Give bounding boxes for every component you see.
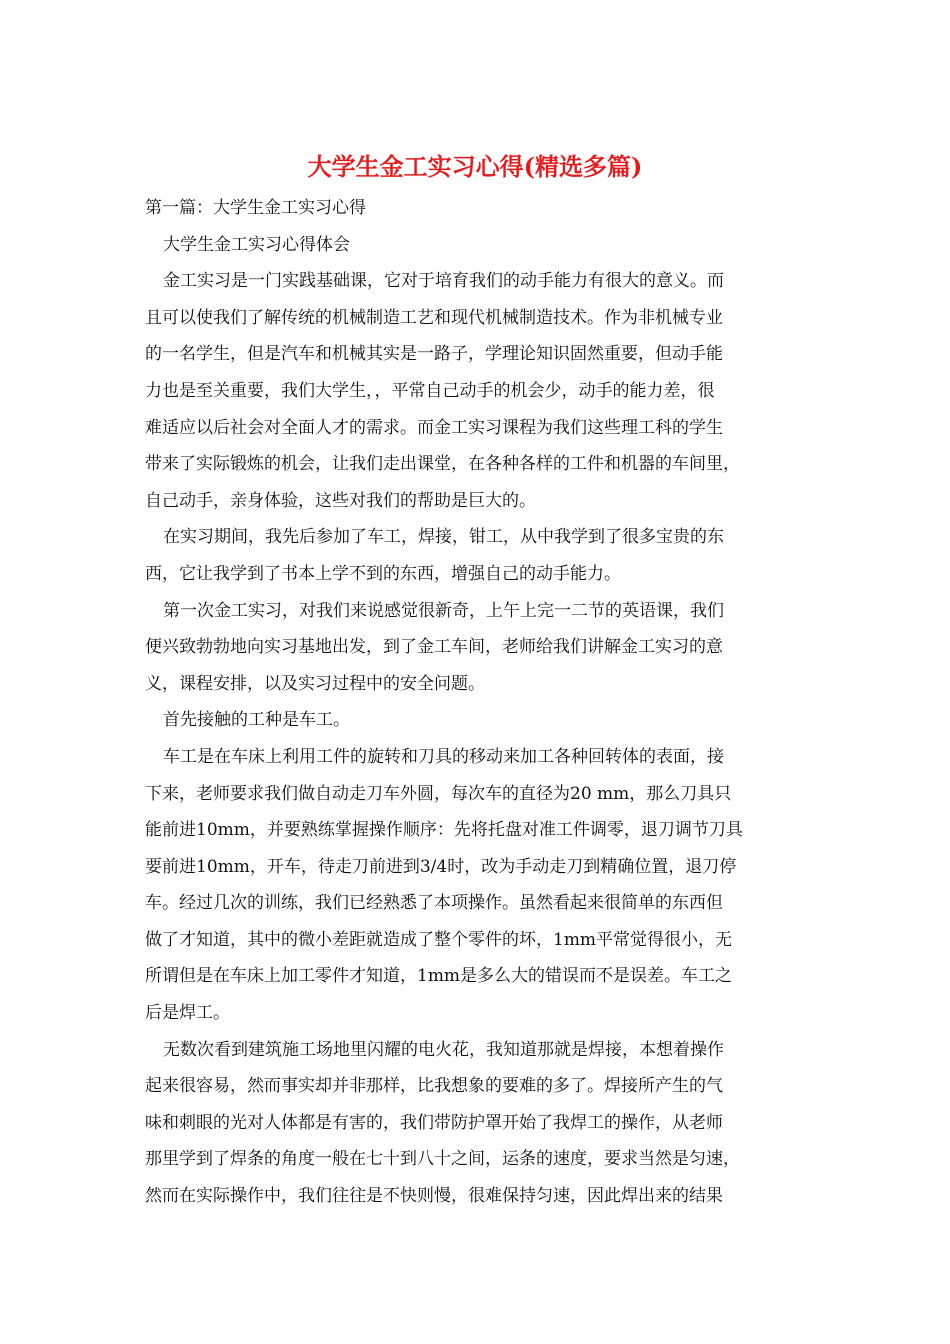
text-line: 能前进10mm，并要熟练掌握操作顺序：先将托盘对准工件调零，退刀调节刀具	[145, 820, 743, 841]
text-line: 无数次看到建筑施工场地里闪耀的电火花，我知道那就是焊接，本想着操作	[163, 1039, 724, 1060]
text-line: 便兴致勃勃地向实习基地出发，到了金工车间，老师给我们讲解金工实习的意	[145, 637, 723, 658]
text-line: 且可以使我们了解传统的机械制造工艺和现代机械制造技术。作为非机械专业	[145, 307, 723, 328]
text-line: 首先接触的工种是车工。	[163, 710, 350, 731]
text-line: 力也是至关重要，我们大学生，，平常自己动手的机会少，动手的能力差，很	[145, 380, 715, 401]
text-line: 自己动手，亲身体验，这些对我们的帮助是巨大的。	[145, 490, 536, 511]
text-line: 第一篇：大学生金工实习心得	[145, 198, 366, 218]
text-line: 西，它让我学到了书本上学不到的东西，增强自己的动手能力。	[145, 563, 621, 584]
text-line: 所谓但是在车床上加工零件才知道，1mm是多么大的错误而不是误差。车工之	[145, 966, 733, 987]
text-line: 要前进10mm，开车，待走刀前进到3/4时，改为手动走刀到精确位置，退刀停	[145, 856, 737, 877]
text-line: 义，课程安排，以及实习过程中的安全问题。	[145, 673, 485, 694]
text-line: 下来，老师要求我们做自动走刀车外圆，每次车的直径为20 mm，那么刀具只	[145, 783, 732, 804]
text-line: 金工实习是一门实践基础课，它对于培育我们的动手能力有很大的意义。而	[163, 271, 724, 292]
text-line: 带来了实际锻炼的机会，让我们走出课堂，在各种各样的工件和机器的车间里，	[145, 454, 740, 475]
text-line: 难适应以后社会对全面人才的需求。而金工实习课程为我们这些理工科的学生	[145, 417, 723, 438]
text-line: 起来很容易，然而事实却并非那样，比我想象的要难的多了。焊接所产生的气	[145, 1076, 723, 1097]
document-body	[145, 190, 810, 1215]
text-line: 做了才知道，其中的微小差距就造成了整个零件的坏，1mm平常觉得很小，无	[145, 929, 733, 950]
document-title: 大学生金工实习心得(精选多篇)	[307, 152, 643, 181]
text-line: 后是焊工。	[145, 1003, 230, 1024]
text-line: 车。经过几次的训练，我们已经熟悉了本项操作。虽然看起来很简单的东西但	[145, 893, 723, 914]
text-line: 那里学到了焊条的角度一般在七十到八十之间，运条的速度，要求当然是匀速，	[145, 1149, 740, 1170]
text-line: 的一名学生，但是汽车和机械其实是一路子，学理论知识固然重要，但动手能	[145, 344, 723, 365]
text-line: 味和刺眼的光对人体都是有害的，我们带防护罩开始了我焊工的操作，从老师	[145, 1112, 723, 1133]
text-line: 第一次金工实习，对我们来说感觉很新奇，上午上完一二节的英语课，我们	[163, 600, 724, 621]
text-line: 在实习期间，我先后参加了车工，焊接，钳工，从中我学到了很多宝贵的东	[163, 527, 724, 548]
text-line: 车工是在车床上利用工件的旋转和刀具的移动来加工各种回转体的表面，接	[163, 746, 724, 767]
text-line: 大学生金工实习心得体会	[163, 234, 350, 255]
text-line: 然而在实际操作中，我们往往是不快则慢，很难保持匀速，因此焊出来的结果	[145, 1186, 723, 1207]
